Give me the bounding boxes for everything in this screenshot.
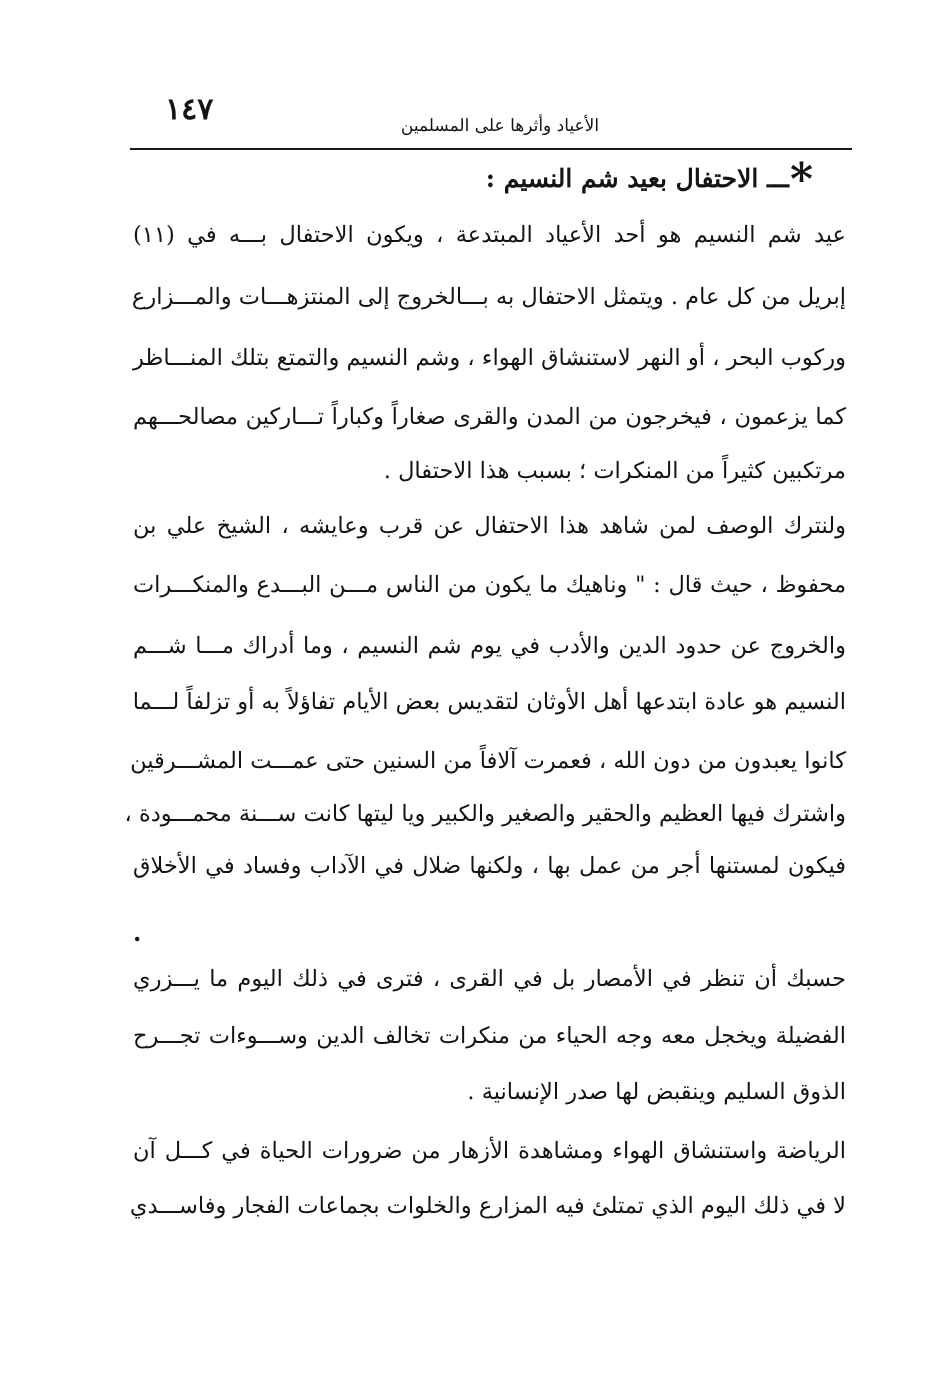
text-line: كانوا يعبدون من دون الله ، فعمرت آلافاً من السنين حتى عمـــت المشـــرقين	[130, 748, 846, 774]
text-line: كما يزعمون ، فيخرجون من المدن والقرى صغاراً وكباراً تـــاركين مصالحـــهم	[133, 404, 846, 430]
text-line: محفوظ ، حيث قال : " وناهيك ما يكون من الناس مـــن البـــدع والمنكـــرات	[133, 572, 846, 598]
page-number: ١٤٧	[165, 92, 214, 127]
text-line: لا في ذلك اليوم الذي تمتلئ فيه المزارع والخلوات بجماعات الفجار وفاســـدي	[129, 1193, 846, 1219]
text-line: فيكون لمستنها أجر من عمل بها ، ولكنها ضلال في الآداب وفساد في الأخلاق	[133, 853, 846, 879]
text-line: حسبك أن تنظر في الأمصار بل في القرى ، فترى في ذلك اليوم ما يـــزري	[133, 966, 846, 992]
text-line: إبريل من كل عام . ويتمثل الاحتفال به بـــالخروج إلى المنتزهـــات والمـــزارع	[131, 284, 846, 310]
text-line: وركوب البحر ، أو النهر لاستنشاق الهواء ، وشم النسيم والتمتع بتلك المنـــاظر	[133, 345, 846, 371]
text-line: النسيم هو عادة ابتدعها أهل الأوثان لتقديس بعض الأيام تفاؤلاً به أو تزلفاً لـــما	[132, 689, 846, 715]
text-line: واشترك فيها العظيم والحقير والصغير والكبير ويا ليتها كانت ســـنة محمـــودة ،	[124, 801, 846, 827]
section-marker-star: *	[790, 154, 814, 205]
running-head: الأعياد وأثرها على المسلمين	[400, 116, 600, 136]
header-rule	[130, 148, 852, 150]
text-line: عيد شم النسيم هو أحد الأعياد المبتدعة ، ويكون الاحتفال بـــه في (١١)	[133, 222, 846, 248]
text-line: مرتكبين كثيراً من المنكرات ؛ بسبب هذا الاحتفال .	[383, 458, 846, 484]
section-title: ـــ الاحتفال بعيد شم النسيم :	[485, 164, 789, 193]
text-line: والخروج عن حدود الدين والأدب في يوم شم النسيم ، وما أدراك مـــا شـــم	[133, 633, 846, 659]
text-line: ولنترك الوصف لمن شاهد هذا الاحتفال عن قرب وعايشه ، الشيخ علي بن	[133, 513, 846, 539]
text-line: الذوق السليم وينقبض لها صدر الإنسانية .	[467, 1079, 846, 1105]
trailing-dot: .	[133, 918, 142, 947]
text-line: الرياضة واستنشاق الهواء ومشاهدة الأزهار من ضرورات الحياة في كـــل آن	[133, 1138, 846, 1164]
text-line: الفضيلة ويخجل معه وجه الحياء من منكرات تخالف الدين وســـوءات تجـــرح	[133, 1023, 846, 1049]
